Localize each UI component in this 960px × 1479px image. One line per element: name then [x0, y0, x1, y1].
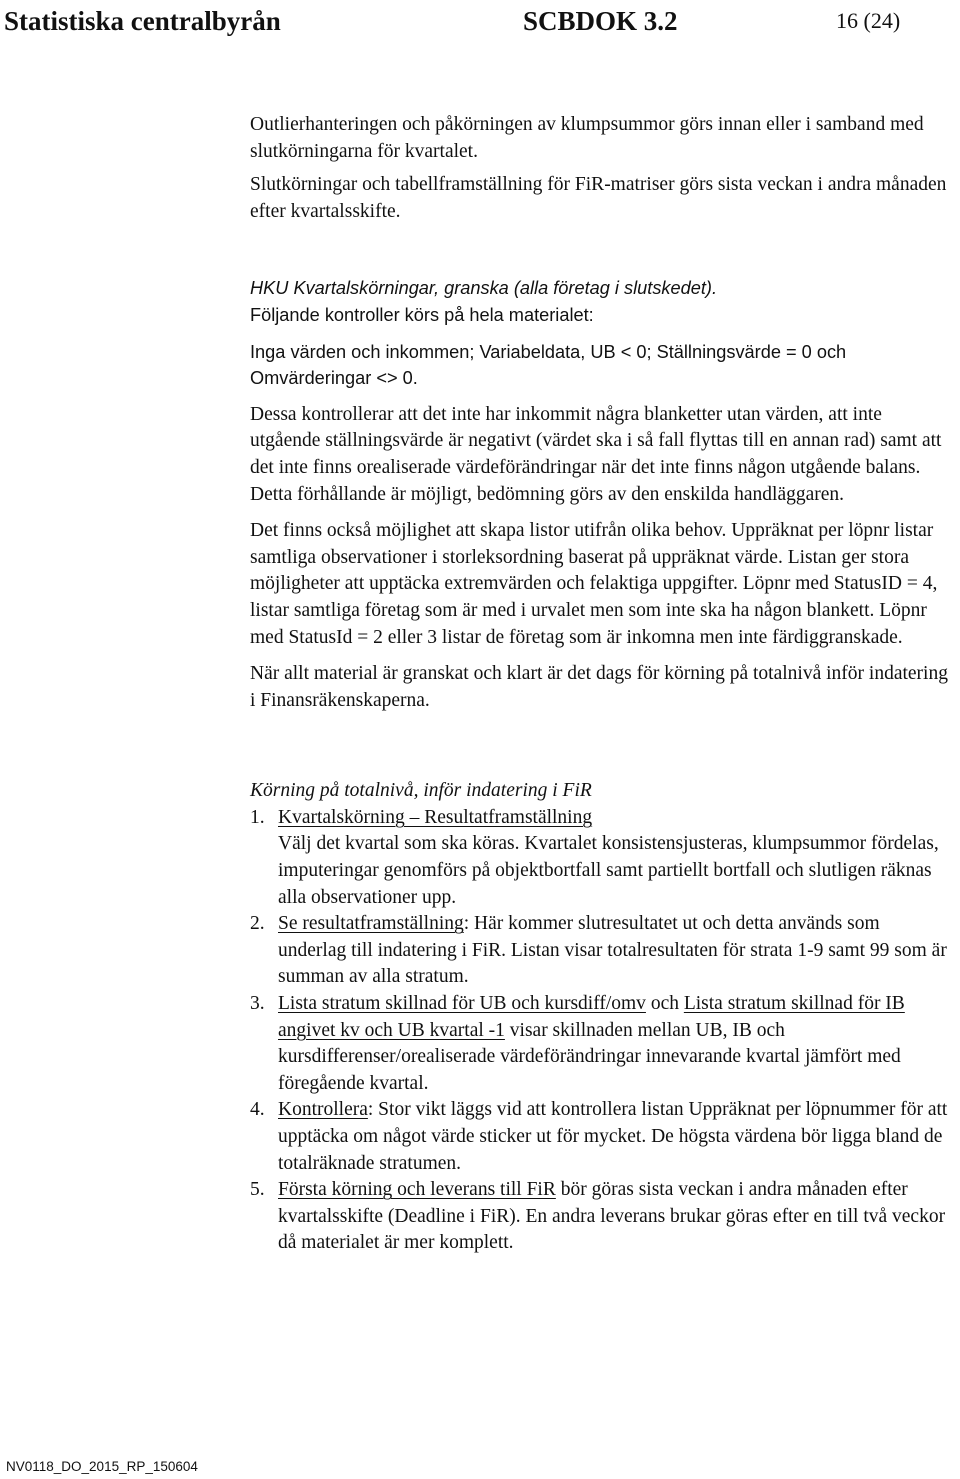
step-number: 1. [250, 806, 265, 828]
list-item-step-2 [250, 911, 950, 991]
list-item-step-4 [250, 1097, 950, 1177]
paragraph-totalniva: När allt material är granskat och klart är det dags för körning på totalnivå inför indatering i Finansräkenskaperna. [250, 663, 948, 711]
link-lista-stratum-ub[interactable]: Lista stratum skillnad för UB och kursdiff/omv [278, 993, 646, 1015]
section-intro-controls: Följande kontroller körs på hela materialet: [250, 304, 594, 325]
paragraph-slutkorningar: Slutkörningar och tabellframställning för FiR-matriser görs sista veckan i andra månaden efter kvartalsskifte. [250, 174, 947, 222]
footer-doc-code: NV0118_DO_2015_RP_150604 [6, 1459, 198, 1474]
list-item-step-5 [250, 1177, 950, 1257]
section-heading-hku: HKU Kvartalskörningar, granska (alla företag i slutskedet). [250, 278, 718, 299]
paragraph-lists: Det finns också möjlighet att skapa listor utifrån olika behov. Uppräknat per löpnr listar samtliga observationer i storleksordning baserat på uppräknat värde. Listan ger stora möjligheter att upptäcka extremvärden och felaktiga uppgifter. Löpnr med StatusID = 4, listar samtliga företag som är med i urvalet men som inte ska ha någon blankett. Löpnr med StatusId = 2 eller 3 listar de företag som är inkomna men inte färdiggranskade. [250, 520, 938, 648]
link-se-resultatframstallning[interactable]: Se resultatframställning [278, 913, 464, 935]
step-number: 4. [250, 1099, 265, 1121]
step-number: 5. [250, 1179, 265, 1201]
step-number: 3. [250, 993, 265, 1015]
paragraph-controls-explanation: Dessa kontrollerar att det inte har inkommit några blanketter utan värden, att inte utgående ställningsvärde är negativt (värdet ska i så fall flyttas till en annan rad) samt att det inte finns orealiserade värdeförändringar när det inte finns någon utgående balans. Detta förhållande är möjligt, bedömning görs av den enskilda handläggaren. [250, 403, 942, 505]
section-heading-korning: Körning på totalnivå, inför indatering i FiR [250, 780, 592, 802]
paragraph-outlier: Outlierhanteringen och påkörningen av klumpsummor görs innan eller i samband med slutkörningarna för kvartalet. [250, 114, 924, 162]
list-item-step-1 [250, 805, 950, 911]
document-body [250, 112, 950, 1257]
list-item-step-3 [250, 991, 950, 1097]
link-kontrollera[interactable]: Kontrollera [278, 1099, 368, 1121]
organization-name: Statistiska centralbyrån [4, 6, 281, 36]
step-3-connector: och [645, 993, 684, 1015]
step-4-description: : Stor vikt läggs vid att kontrollera listan Uppräknat per löpnummer för att upptäcka om något värde sticker ut för mycket. De högsta värdena bör ligga bland de totalräknade stratumen. [278, 1099, 948, 1174]
link-lista-stratum-ib[interactable]: Lista stratum skillnad för IB angivet kv och UB kvartal -1 [278, 993, 905, 1041]
step-1-description: Välj det kvartal som ska köras. Kvartalet konsistensjusteras, klumpsummor fördelas, imputeringar genomförs på objektbortfall samt partiellt bortfall och slutligen räknas alla observationer upp. [278, 833, 939, 908]
steps-list [250, 805, 950, 1257]
page-header [0, 2, 960, 42]
page-number: 16 (24) [836, 8, 901, 33]
step-3-description: visar skillnaden mellan UB, IB och kursdifferenser/orealiserade värdeförändringar innevarande kvartal jämfört med föregående kvartal. [278, 1019, 901, 1094]
link-forsta-korning[interactable]: Första körning och leverans till FiR [278, 1179, 556, 1201]
step-5-description: bör göras sista veckan i andra månaden efter kvartalsskifte (Deadline i FiR). En andra leverans brukar göras efter en till två veckor då materialet är mer komplett. [278, 1179, 946, 1254]
step-2-description: : Här kommer slutresultatet ut och detta används som underlag till indatering i FiR. Listan visar totalresultaten för strata 1-9 samt 99 som är summan av alla stratum. [278, 913, 947, 988]
link-kvartalskorning[interactable]: Kvartalskörning – Resultatframställning [278, 806, 593, 828]
step-number: 2. [250, 913, 265, 935]
controls-list-text: Inga värden och inkommen; Variabeldata, UB < 0; Ställningsvärde = 0 och Omvärderingar <> 0. [250, 341, 847, 389]
document-id: SCBDOK 3.2 [523, 6, 678, 36]
